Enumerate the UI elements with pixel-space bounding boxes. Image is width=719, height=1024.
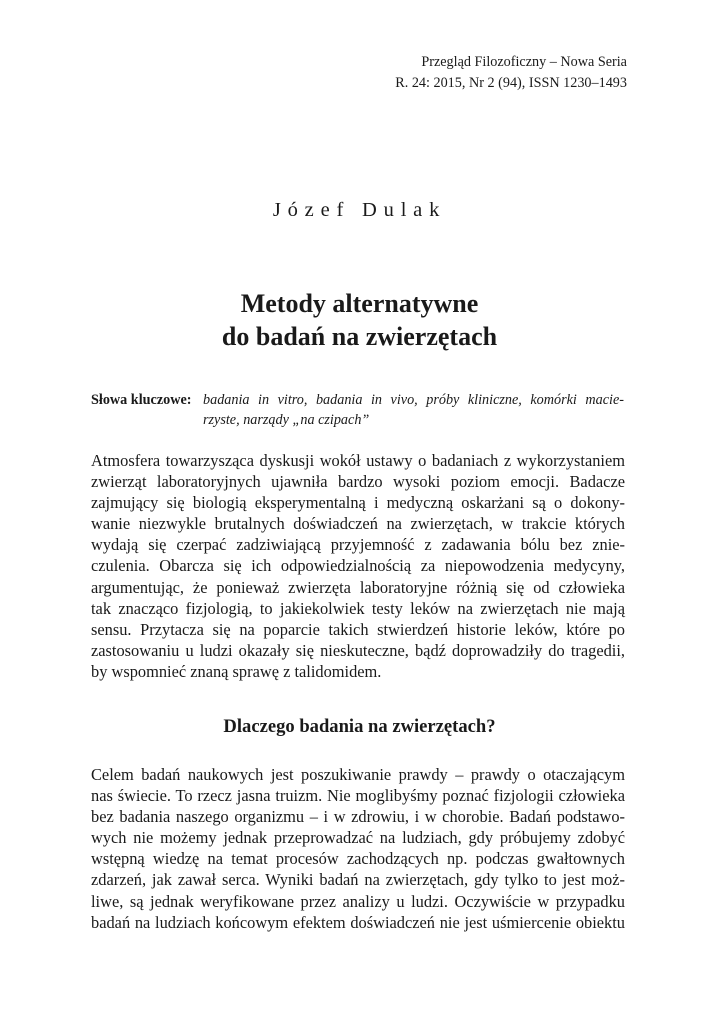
keywords-text bbox=[203, 390, 624, 430]
text-line: tak znacząco fizjologią, to jakiekolwiek testy leków na zwierzętach nie mają bbox=[91, 598, 625, 618]
text-line: badań na ludziach końcowym efektem doświadczeń nie jest uśmiercenie obiektu bbox=[91, 912, 625, 932]
paragraph-section bbox=[91, 764, 625, 933]
text-line: wydają się czerpać zadziwiającą przyjemność z zadawania bólu bez znie- bbox=[91, 535, 625, 555]
text-line: by wspomnieć znaną sprawę z talidomidem. bbox=[91, 661, 382, 681]
text-line: wstępną wiedzę na temat procesów zachodzących np. podczas gwałtownych bbox=[91, 849, 625, 869]
text-line: bez badania naszego organizmu – i w zdrowiu, i w chorobie. Badań podstawo- bbox=[91, 807, 625, 827]
article-title-line: Metody alternatywne bbox=[240, 289, 479, 318]
text-line: wych nie możemy jednak przeprowadzać na ludziach, gdy próbujemy zdobyć bbox=[91, 828, 625, 848]
text-line: zdarzeń, jak zawał serca. Wyniki badań na zwierzętach, gdy tylko to jest moż- bbox=[91, 870, 625, 890]
text-line: liwe, są jednak weryfikowane przez analizy u ludzi. Oczywiście w przypadku bbox=[91, 891, 625, 911]
paragraph-intro bbox=[91, 450, 625, 682]
text-line: zastosowaniu u ludzi okazały się nieskuteczne, bądź doprowadziły do tragedii, bbox=[91, 640, 625, 660]
author-name: Józef Dulak bbox=[272, 199, 447, 221]
section-heading: Dlaczego badania na zwierzętach? bbox=[223, 716, 496, 737]
text-line: Atmosfera towarzysząca dyskusji wokół ustawy o badaniach z wykorzystaniem bbox=[91, 451, 625, 470]
keywords-label: Słowa kluczowe: bbox=[91, 392, 192, 408]
keywords-line: rzyste, narządy „na czipach” bbox=[203, 412, 370, 428]
article-title bbox=[0, 287, 719, 353]
keywords-block bbox=[91, 390, 624, 430]
journal-name: Przegląd Filozoficzny – Nowa Seria bbox=[421, 54, 627, 70]
text-line: zwierząt laboratoryjnych ujawniła bardzo wysoki poziom emocji. Badacze bbox=[91, 472, 625, 492]
text-line: argumentując, że ponieważ zwierzęta laboratoryjne różnią się od człowieka bbox=[91, 577, 625, 597]
journal-issue: R. 24: 2015, Nr 2 (94), ISSN 1230–1493 bbox=[395, 75, 627, 91]
text-line: nas świecie. To rzecz jasna truizm. Nie moglibyśmy poznać fizjologii człowieka bbox=[91, 786, 625, 806]
text-line: Celem badań naukowych jest poszukiwanie prawdy – prawdy o otaczającym bbox=[91, 765, 625, 784]
article-title-line: do badań na zwierzętach bbox=[221, 322, 498, 351]
text-line: wanie niezwykle brutalnych doświadczeń na zwierzętach, w trakcie których bbox=[91, 514, 625, 534]
text-line: sensu. Przytacza się na poparcie takich stwierdzeń historie leków, które po bbox=[91, 619, 625, 639]
text-line: czulenia. Obarcza się ich odpowiedzialnością za niepowodzenia medycyny, bbox=[91, 556, 625, 576]
text-line: zajmujący się biologią eksperymentalną i medyczną oskarżani są o dokony- bbox=[91, 493, 625, 513]
keywords-line: badania in vitro, badania in vivo, próby kliniczne, komórki macie- bbox=[203, 392, 624, 408]
journal-header bbox=[395, 52, 627, 94]
